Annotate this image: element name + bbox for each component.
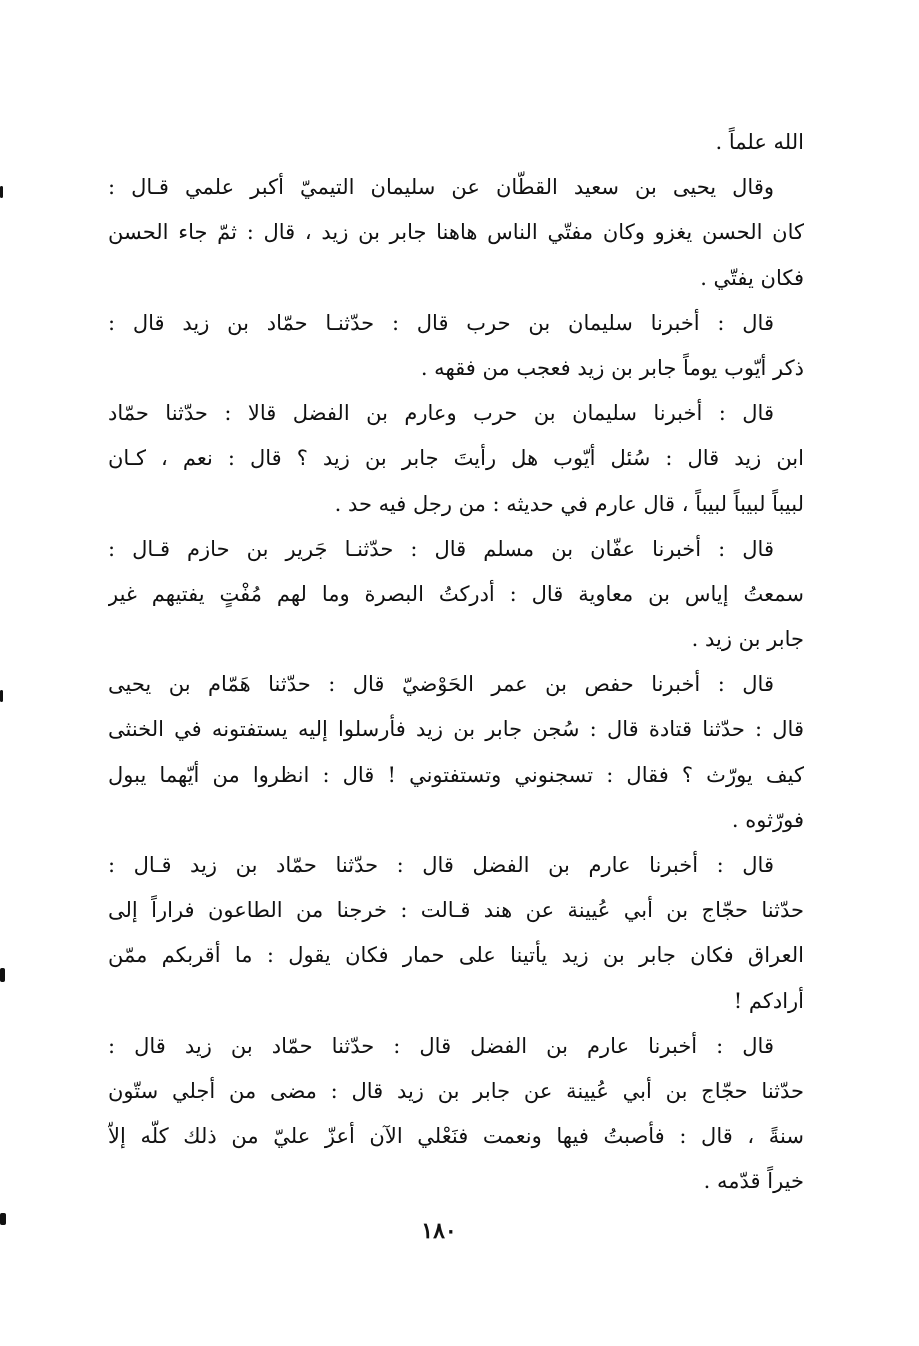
text-line: كيف يورّث ؟ فقال : تسجنوني وتستفتوني ! قال : انظروا من أيّهما يبول bbox=[108, 762, 804, 787]
margin-mark bbox=[0, 690, 3, 702]
text-line: حدّثنا حجّاج بن أبي عُيينة عن هند قـالت : خرجنا من الطاعون فراراً إلى bbox=[108, 898, 804, 923]
text-line: أرادكم ! bbox=[733, 988, 804, 1013]
text-line: سنةً ، قال : فأصبتُ فيها ونعمت فنَعْلي الآن أعزّ عليّ من ذلك كلّه إلاّ bbox=[108, 1124, 804, 1149]
paragraph-5 bbox=[108, 527, 804, 663]
text-line: العراق فكان جابر بن زيد يأتينا على حمار فكان يقول : ما أقربكم ممّن bbox=[108, 943, 804, 968]
text-line: خيراً قدّمه . bbox=[703, 1169, 804, 1194]
paragraph-4 bbox=[108, 391, 804, 527]
margin-mark bbox=[0, 1213, 6, 1225]
text-line: فكان يفتّي . bbox=[700, 265, 804, 290]
text-line: سمعتُ إياس بن معاوية قال : أدركتُ البصرة وما لهم مُفْتٍ يفتيهم غير bbox=[108, 581, 804, 606]
text-line: قال : حدّثنا قتادة قال : سُجن جابر بن زيد فأرسلوا إليه يستفتونه في الخنثى bbox=[108, 717, 804, 742]
text-line: الله علماً . bbox=[715, 130, 804, 154]
margin-mark bbox=[0, 968, 5, 982]
paragraph-8 bbox=[108, 1024, 804, 1205]
text-line: ذكر أيّوب يوماً جابر بن زيد فعجب من فقهه . bbox=[420, 355, 804, 380]
text-line: ابن زيد قال : سُئل أيّوب هل رأيتَ جابر بن زيد ؟ قال : نعم ، كـان bbox=[108, 446, 804, 471]
text-line: جابر بن زيد . bbox=[691, 627, 804, 652]
text-line: قال : أخبرنا عارم بن الفضل قال : حدّثنا حمّاد بن زيد قال : bbox=[108, 1033, 774, 1058]
margin-mark bbox=[0, 186, 3, 198]
text-line: لبيباً لبيباً لبيباً ، قال عارم في حديثه : من رجل فيه حد . bbox=[334, 491, 804, 516]
text-line: حدّثنا حجّاج بن أبي عُيينة عن جابر بن زيد قال : مضى من أجلي ستّون bbox=[108, 1078, 804, 1103]
paragraph-1 bbox=[108, 120, 804, 165]
paragraph-7 bbox=[108, 843, 804, 1024]
page-text bbox=[108, 120, 804, 1205]
text-line: فورّثوه . bbox=[731, 807, 804, 832]
paragraph-3 bbox=[108, 301, 804, 391]
text-line: قال : أخبرنا سليمان بن حرب وعارم بن الفضل قالا : حدّثنا حمّاد bbox=[108, 401, 774, 426]
text-line: قال : أخبرنا سليمان بن حرب قال : حدّثنـا حمّاد بن زيد قال : bbox=[108, 310, 774, 335]
text-line: وقال يحيى بن سعيد القطّان عن سليمان التيميّ أكبر علمي قـال : bbox=[108, 175, 774, 200]
page-number: ١٨٠ bbox=[421, 1218, 457, 1244]
text-line: كان الحسن يغزو وكان مفتّي الناس هاهنا جابر بن زيد ، قال : ثمّ جاء الحسن bbox=[108, 220, 804, 245]
text-line: قال : أخبرنا عارم بن الفضل قال : حدّثنا حمّاد بن زيد قـال : bbox=[108, 853, 774, 877]
text-line: قال : أخبرنا عفّان بن مسلم قال : حدّثنـا جَرير بن حازم قـال : bbox=[108, 536, 774, 561]
paragraph-6 bbox=[108, 662, 804, 843]
text-line: قال : أخبرنا حفص بن عمر الحَوْضيّ قال : حدّثنا هَمّام بن يحيى bbox=[108, 672, 774, 697]
paragraph-2 bbox=[108, 165, 804, 301]
